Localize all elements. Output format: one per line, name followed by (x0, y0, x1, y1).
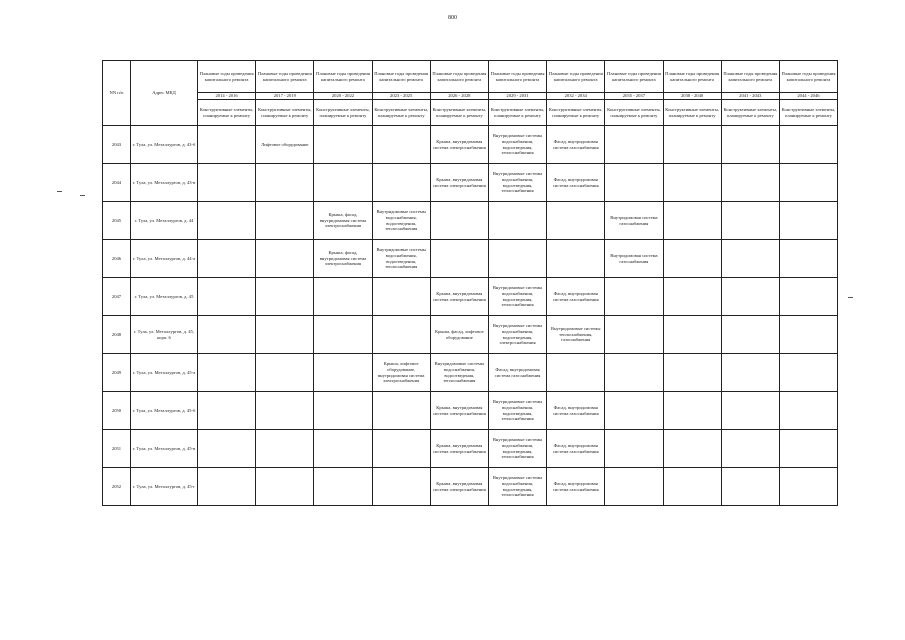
table-row (103, 240, 838, 278)
elements-label: Конструктивные элементы, планируемые к ремонту (779, 100, 837, 126)
repair-elements-cell: Внутридомовые системы водоснабжения, водоотведения, теплоснабжения (488, 278, 546, 316)
repair-elements-cell (372, 468, 430, 506)
repair-elements-cell (779, 126, 837, 164)
period-years: 2032 - 2034 (547, 93, 605, 100)
repair-elements-cell: Крыша, внутридомовая система электроснабжения (430, 430, 488, 468)
repair-elements-cell (547, 202, 605, 240)
period-years: 2014 - 2016 (198, 93, 256, 100)
repair-elements-cell: Фасад, внутридомовая система газоснабжения (547, 126, 605, 164)
table-row (103, 202, 838, 240)
left-edge-mark (80, 195, 85, 196)
repair-elements-cell (547, 240, 605, 278)
repair-elements-cell (198, 202, 256, 240)
repair-elements-cell (605, 392, 663, 430)
repair-elements-cell (256, 278, 314, 316)
elements-label: Конструктивные элементы, планируемые к ремонту (256, 100, 314, 126)
repair-elements-cell (663, 164, 721, 202)
row-address: г. Тула, ул. Металлургов, д. 44-а (131, 240, 198, 278)
repair-elements-cell (198, 430, 256, 468)
period-label: Плановые годы проведения капитального ремонта (372, 61, 430, 93)
period-years: 2029 - 2031 (488, 93, 546, 100)
period-label: Плановые годы проведения капитального ремонта (721, 61, 779, 93)
table-body (103, 126, 838, 506)
table-row (103, 354, 838, 392)
table-row (103, 430, 838, 468)
repair-elements-cell (779, 468, 837, 506)
repair-elements-cell (372, 164, 430, 202)
row-number: 2046 (103, 240, 131, 278)
repair-elements-cell: Внутридомовые системы водоснабжения, водоотведения, теплоснабжения (488, 392, 546, 430)
repair-elements-cell: Фасад, внутридомовая система газоснабжения (547, 468, 605, 506)
repair-elements-cell (721, 278, 779, 316)
row-number: 2047 (103, 278, 131, 316)
period-label: Плановые годы проведения капитального ремонта (488, 61, 546, 93)
row-address: г. Тула, ул. Металлургов, д. 43-в (131, 164, 198, 202)
row-address: г. Тула, ул. Металлургов, д. 45-а (131, 354, 198, 392)
repair-elements-cell: Внутридомовая система газоснабжения (605, 240, 663, 278)
repair-elements-cell (663, 278, 721, 316)
repair-elements-cell (721, 468, 779, 506)
repair-elements-cell (605, 468, 663, 506)
repair-elements-cell: Крыша, внутридомовая система электроснабжения (430, 278, 488, 316)
repair-elements-cell: Внутридомовые системы водоснабжения, водоотведения, теплоснабжения (488, 126, 546, 164)
period-label: Плановые годы проведения капитального ремонта (430, 61, 488, 93)
table-header (103, 61, 838, 126)
repair-elements-cell (779, 316, 837, 354)
row-address: г. Тула, ул. Металлургов, д. 45-в (131, 430, 198, 468)
row-address: г. Тула, ул. Металлургов, д. 45, корп. 6 (131, 316, 198, 354)
period-years: 2044 - 2046 (779, 93, 837, 100)
repair-elements-cell (663, 468, 721, 506)
table-row (103, 468, 838, 506)
period-years: 2023 - 2025 (372, 93, 430, 100)
repair-elements-cell (314, 278, 372, 316)
repair-elements-cell: Внутридомовые системы водоснабжения, водоотведения, электроснабжения (488, 316, 546, 354)
repair-elements-cell (372, 278, 430, 316)
address-column-header: Адрес МКД (131, 61, 198, 126)
page-number: 800 (448, 15, 457, 21)
repair-elements-cell (547, 354, 605, 392)
repair-elements-cell: Крыша, фасад, внутридомовая система электроснабжения (314, 202, 372, 240)
repair-elements-cell: Внутридомовые системы водоснабжения, водоотведения, теплоснабжения (372, 240, 430, 278)
elements-label: Конструктивные элементы, планируемые к ремонту (430, 100, 488, 126)
repair-elements-cell (663, 126, 721, 164)
row-address: г. Тула, ул. Металлургов, д. 44 (131, 202, 198, 240)
repair-elements-cell: Фасад, внутридомовая система газоснабжения (547, 278, 605, 316)
repair-schedule-table (102, 60, 838, 506)
repair-elements-cell: Крыша, лифтовое оборудование, внутридомовая система электроснабжения (372, 354, 430, 392)
repair-elements-cell: Крыша, внутридомовая система электроснабжения (430, 392, 488, 430)
repair-elements-cell (721, 354, 779, 392)
repair-elements-cell (256, 468, 314, 506)
period-label: Плановые годы проведения капитального ремонта (198, 61, 256, 93)
repair-elements-cell (314, 164, 372, 202)
repair-elements-cell (314, 354, 372, 392)
period-label: Плановые годы проведения капитального ремонта (314, 61, 372, 93)
repair-elements-cell (721, 202, 779, 240)
repair-elements-cell (314, 316, 372, 354)
repair-elements-cell (605, 278, 663, 316)
elements-label: Конструктивные элементы, планируемые к ремонту (198, 100, 256, 126)
repair-elements-cell (779, 392, 837, 430)
period-years: 2038 - 2040 (663, 93, 721, 100)
table-row (103, 126, 838, 164)
repair-elements-cell: Фасад, внутридомовая система газоснабжения (547, 164, 605, 202)
period-years: 2041 - 2043 (721, 93, 779, 100)
period-label: Плановые годы проведения капитального ремонта (547, 61, 605, 93)
row-address: г. Тула, ул. Металлургов, д. 43-б (131, 126, 198, 164)
repair-elements-cell (256, 354, 314, 392)
elements-label: Конструктивные элементы, планируемые к ремонту (663, 100, 721, 126)
repair-elements-cell (721, 240, 779, 278)
row-number: 2044 (103, 164, 131, 202)
repair-elements-cell (779, 240, 837, 278)
repair-elements-cell (314, 392, 372, 430)
row-number: 2048 (103, 316, 131, 354)
row-number: 2052 (103, 468, 131, 506)
repair-elements-cell (721, 316, 779, 354)
repair-elements-cell (372, 316, 430, 354)
table-row (103, 316, 838, 354)
num-column-header: NN п/п (103, 61, 131, 126)
row-number: 2049 (103, 354, 131, 392)
repair-elements-cell: Фасад, внутридомовая система газоснабжения (547, 430, 605, 468)
period-label: Плановые годы проведения капитального ремонта (663, 61, 721, 93)
row-address: г. Тула, ул. Металлургов, д. 45-б (131, 392, 198, 430)
right-edge-mark (848, 297, 853, 298)
repair-elements-cell (721, 392, 779, 430)
repair-elements-cell (605, 164, 663, 202)
repair-elements-cell: Крыша, фасад, внутридомовая система электроснабжения (314, 240, 372, 278)
period-label: Плановые годы проведения капитального ремонта (779, 61, 837, 93)
table-row (103, 278, 838, 316)
repair-elements-cell: Крыша, внутридомовая система электроснабжения (430, 468, 488, 506)
period-years: 2035 - 2037 (605, 93, 663, 100)
repair-elements-cell: Фасад, внутридомовая система газоснабжения (488, 354, 546, 392)
repair-elements-cell (779, 354, 837, 392)
repair-elements-cell (663, 354, 721, 392)
repair-elements-cell (605, 316, 663, 354)
period-years: 2017 - 2019 (256, 93, 314, 100)
repair-elements-cell (663, 392, 721, 430)
repair-elements-cell: Внутридомовые системы водоснабжения, водоотведения, теплоснабжения (372, 202, 430, 240)
repair-elements-cell: Внутридомовые системы водоснабжения, водоотведения, теплоснабжения (430, 354, 488, 392)
period-label: Плановые годы проведения капитального ремонта (256, 61, 314, 93)
repair-elements-cell (256, 240, 314, 278)
repair-elements-cell (256, 392, 314, 430)
repair-elements-cell (198, 316, 256, 354)
repair-elements-cell (605, 430, 663, 468)
repair-elements-cell (663, 202, 721, 240)
repair-elements-cell (721, 164, 779, 202)
repair-elements-cell: Внутридомовая система газоснабжения (605, 202, 663, 240)
repair-elements-cell (663, 316, 721, 354)
table-row (103, 392, 838, 430)
repair-elements-cell (198, 164, 256, 202)
elements-label: Конструктивные элементы, планируемые к ремонту (721, 100, 779, 126)
repair-elements-cell: Внутридомовые системы водоснабжения, водоотведения, теплоснабжения (488, 164, 546, 202)
period-label: Плановые годы проведения капитального ремонта (605, 61, 663, 93)
repair-elements-cell (372, 430, 430, 468)
row-number: 2050 (103, 392, 131, 430)
repair-elements-cell (372, 126, 430, 164)
repair-elements-cell (198, 468, 256, 506)
repair-elements-cell: Крыша, внутридомовая система электроснабжения (430, 126, 488, 164)
elements-label: Конструктивные элементы, планируемые к ремонту (314, 100, 372, 126)
repair-elements-cell (721, 126, 779, 164)
repair-elements-cell (256, 316, 314, 354)
repair-elements-cell (605, 126, 663, 164)
repair-elements-cell (430, 240, 488, 278)
repair-elements-cell (256, 164, 314, 202)
elements-label: Конструктивные элементы, планируемые к ремонту (547, 100, 605, 126)
left-edge-mark (57, 191, 62, 192)
row-address: г. Тула, ул. Металлургов, д. 45 (131, 278, 198, 316)
repair-elements-cell: Лифтовое оборудование (256, 126, 314, 164)
repair-elements-cell (198, 354, 256, 392)
repair-elements-cell (663, 240, 721, 278)
repair-elements-cell (488, 202, 546, 240)
repair-elements-cell (605, 354, 663, 392)
elements-label: Конструктивные элементы, планируемые к ремонту (372, 100, 430, 126)
repair-elements-cell (779, 164, 837, 202)
repair-elements-cell (721, 430, 779, 468)
period-years: 2020 - 2022 (314, 93, 372, 100)
repair-elements-cell: Внутридомовые системы водоснабжения, водоотведения, теплоснабжения (488, 430, 546, 468)
repair-elements-cell (372, 392, 430, 430)
period-years: 2026 - 2028 (430, 93, 488, 100)
repair-elements-cell (198, 392, 256, 430)
repair-elements-cell (779, 430, 837, 468)
repair-elements-cell (314, 126, 372, 164)
repair-elements-cell: Крыша, фасад, лифтовое оборудование (430, 316, 488, 354)
repair-elements-cell (256, 202, 314, 240)
elements-label: Конструктивные элементы, планируемые к ремонту (488, 100, 546, 126)
repair-elements-cell (256, 430, 314, 468)
repair-elements-cell: Крыша, внутридомовая система электроснабжения (430, 164, 488, 202)
repair-elements-cell (198, 240, 256, 278)
repair-elements-cell (663, 430, 721, 468)
repair-elements-cell (198, 126, 256, 164)
repair-elements-cell (430, 202, 488, 240)
table-row (103, 164, 838, 202)
repair-elements-cell (314, 468, 372, 506)
elements-label: Конструктивные элементы, планируемые к ремонту (605, 100, 663, 126)
repair-elements-cell: Внутридомовые системы теплоснабжения, газоснабжения (547, 316, 605, 354)
repair-elements-cell (314, 430, 372, 468)
repair-elements-cell (198, 278, 256, 316)
repair-elements-cell (779, 278, 837, 316)
row-number: 2051 (103, 430, 131, 468)
repair-elements-cell (488, 240, 546, 278)
row-number: 2043 (103, 126, 131, 164)
repair-elements-cell: Фасад, внутридомовая система газоснабжения (547, 392, 605, 430)
repair-elements-cell (779, 202, 837, 240)
row-address: г. Тула, ул. Металлургов, д. 45-г (131, 468, 198, 506)
repair-elements-cell: Внутридомовые системы водоснабжения, водоотведения, теплоснабжения (488, 468, 546, 506)
row-number: 2045 (103, 202, 131, 240)
